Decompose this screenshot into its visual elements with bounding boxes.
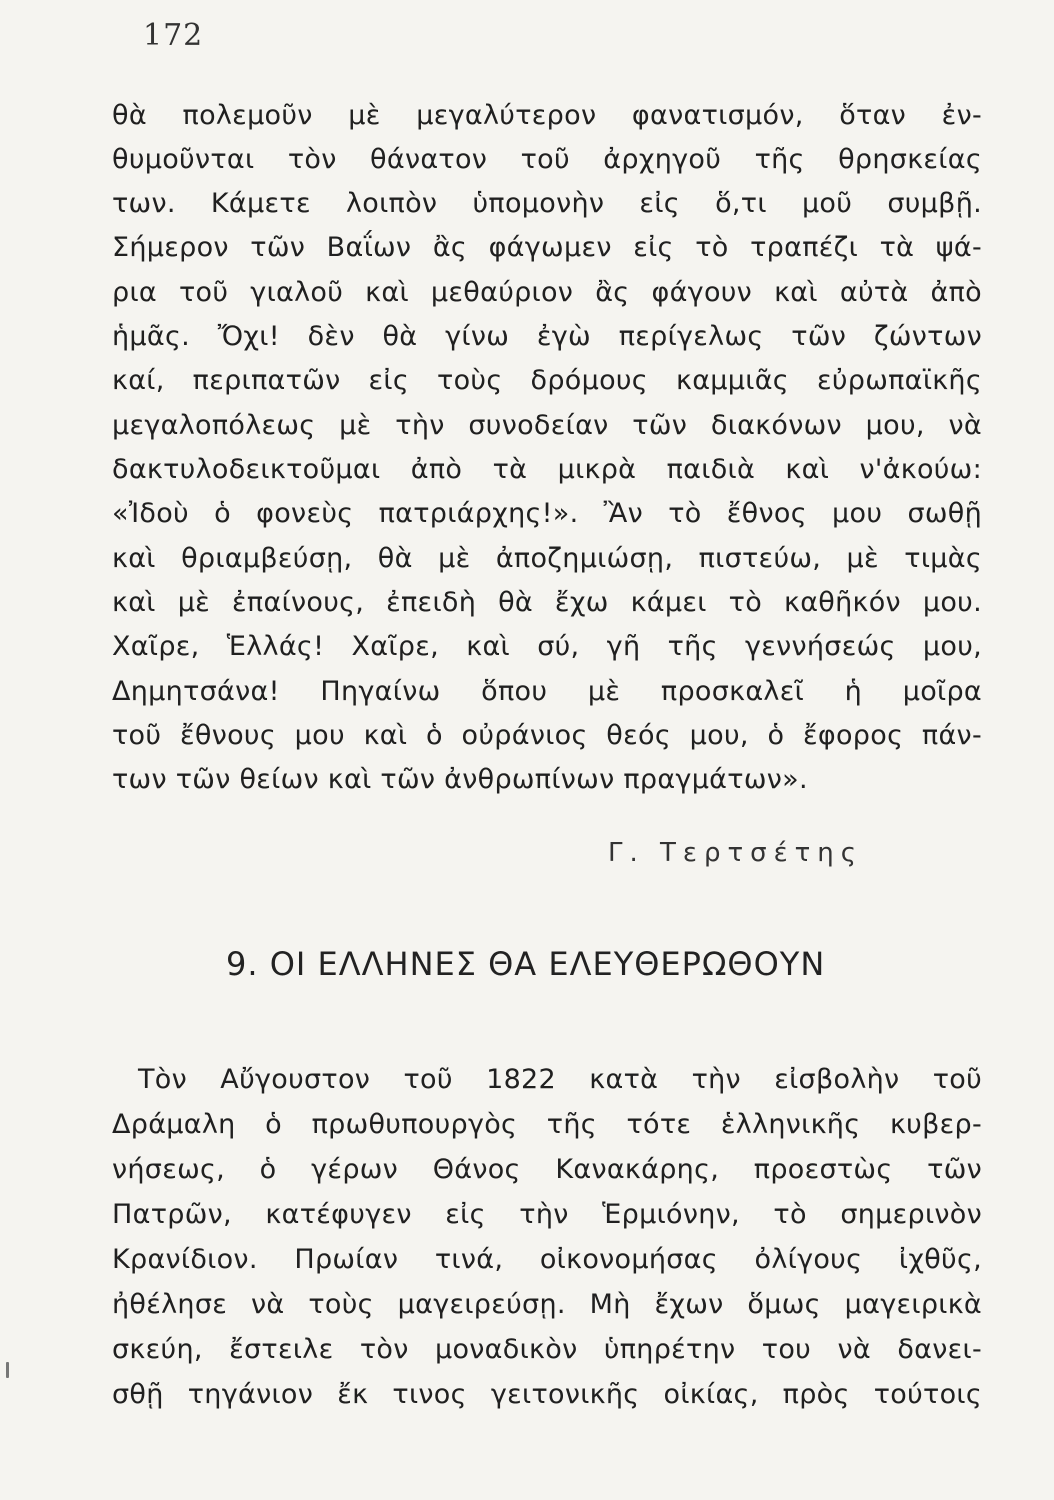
text-line: τοῦ ἔθνους μου καὶ ὁ οὐράνιος θεός μου, ὁ ἔφορος πάν- [112, 720, 982, 751]
text-line: ἡμᾶς. Ὄχι! δὲν θὰ γίνω ἐγὼ περίγελως τῶν ζώντων [112, 321, 982, 352]
text-line: ρια τοῦ γιαλοῦ καὶ μεθαύριον ἂς φάγουν καὶ αὐτὰ ἀπὸ [112, 277, 982, 308]
text-line: καί, περιπατῶν εἰς τοὺς δρόμους καμμιᾶς εὐρωπαϊκῆς [112, 365, 982, 396]
text-line: Σήμερον τῶν Βαΐων ἂς φάγωμεν εἰς τὸ τραπέζι τὰ ψά- [112, 232, 982, 263]
text-line: Κρανίδιον. Πρωίαν τινά, οἰκονομήσας ὀλίγους ἰχθῦς, [112, 1244, 982, 1275]
text-line: δακτυλοδεικτοῦμαι ἀπὸ τὰ μικρὰ παιδιὰ καὶ ν'ἀκούω: [112, 454, 982, 485]
text-line: Χαῖρε, Ἑλλάς! Χαῖρε, καὶ σύ, γῆ τῆς γεννήσεώς μου, [112, 631, 982, 662]
text-line-last: των τῶν θείων καὶ τῶν ἀνθρωπίνων πραγμάτων». [112, 764, 808, 795]
text-line: Δημητσάνα! Πηγαίνω ὅπου μὲ προσκαλεῖ ἡ μοῖρα [112, 676, 982, 707]
section-heading: 9. ΟΙ ΕΛΛΗΝΕΣ ΘΑ ΕΛΕΥΘΕΡΩΘΟΥΝ [226, 945, 826, 983]
text-line: καὶ μὲ ἐπαίνους, ἐπειδὴ θὰ ἔχω κάμει τὸ καθῆκόν μου. [112, 587, 982, 618]
text-line: ἠθέλησε νὰ τοὺς μαγειρεύσῃ. Μὴ ἔχων ὅμως μαγειρικὰ [112, 1289, 982, 1320]
text-line: σκεύη, ἔστειλε τὸν μοναδικὸν ὑπηρέτην του νὰ δανει- [112, 1334, 982, 1365]
author-signature: Γ. Τερτσέτης [608, 838, 864, 868]
print-speck [6, 1362, 9, 1378]
text-line: μεγαλοπόλεως μὲ τὴν συνοδείαν τῶν διακόνων μου, νὰ [112, 410, 982, 441]
text-line: των. Κάμετε λοιπὸν ὑπομονὴν εἰς ὅ,τι μοῦ συμβῇ. [112, 188, 982, 219]
text-line: «Ἰδοὺ ὁ φονεὺς πατριάρχης!». Ἂν τὸ ἔθνος μου σωθῇ [112, 498, 982, 529]
text-line: Δράμαλη ὁ πρωθυπουργὸς τῆς τότε ἑλληνικῆς κυβερ- [112, 1109, 982, 1140]
text-line: σθῇ τηγάνιον ἔκ τινος γειτονικῆς οἰκίας, πρὸς τούτοις [112, 1379, 982, 1410]
text-line: Τὸν Αὔγουστον τοῦ 1822 κατὰ τὴν εἰσβολὴν τοῦ [138, 1064, 982, 1095]
text-line: θυμοῦνται τὸν θάνατον τοῦ ἀρχηγοῦ τῆς θρησκείας [112, 144, 982, 175]
page-number: 172 [143, 18, 204, 53]
text-line: νήσεως, ὁ γέρων Θάνος Κανακάρης, προεστὼς τῶν [112, 1154, 982, 1185]
text-line: καὶ θριαμβεύσῃ, θὰ μὲ ἀποζημιώσῃ, πιστεύω, μὲ τιμὰς [112, 543, 982, 574]
text-line: Πατρῶν, κατέφυγεν εἰς τὴν Ἑρμιόνην, τὸ σημερινὸν [112, 1199, 982, 1230]
text-line: θὰ πολεμοῦν μὲ μεγαλύτερον φανατισμόν, ὅταν ἐν- [112, 100, 982, 131]
